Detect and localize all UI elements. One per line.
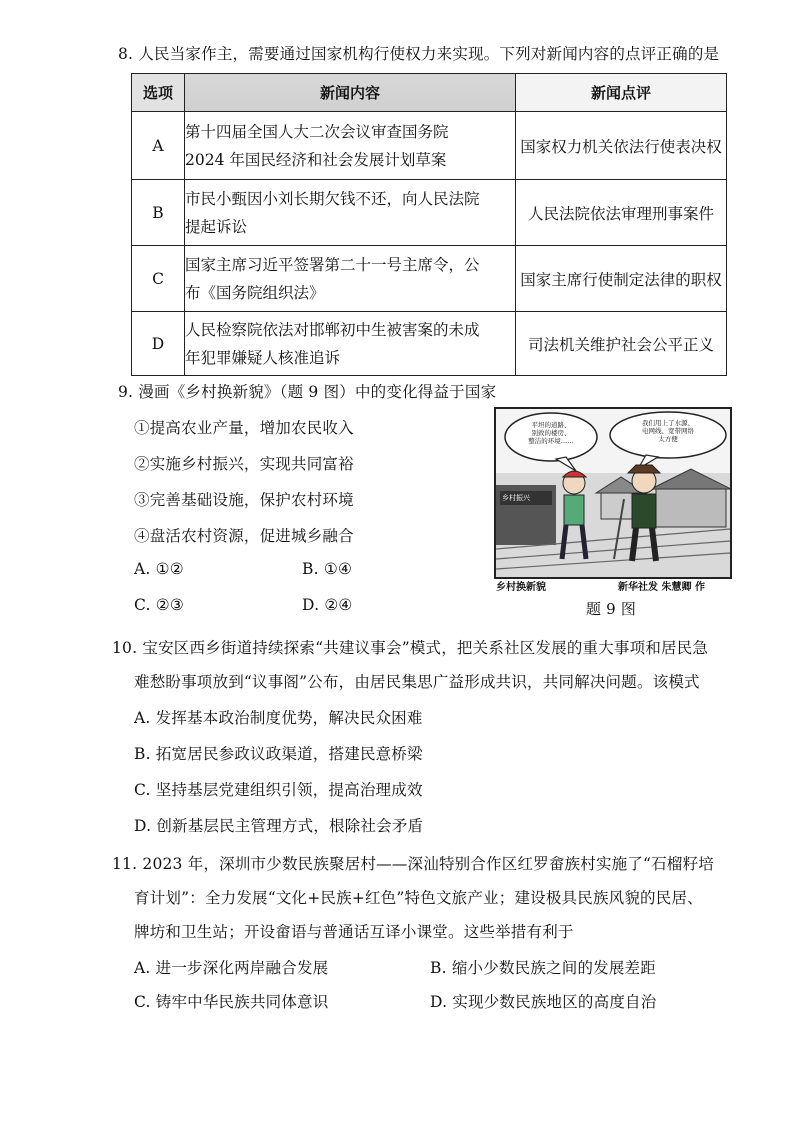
row-content-line: 国家主席习近平签署第二十一号主席令，公	[185, 255, 480, 274]
row-option: B	[132, 180, 185, 246]
bubble-left-line: 整洁的环境……	[528, 437, 574, 445]
question-10-stem-line: 难愁盼事项放到“议事阁”公布，由居民集思广益形成共识，共同解决问题。该模式	[134, 673, 700, 691]
row-content	[185, 180, 516, 246]
row-content-line: 人民检察院依法对邯郸初中生被害案的未成	[185, 320, 480, 339]
question-8-stem: 8. 人民当家作主，需要通过国家机构行使权力来实现。下列对新闻内容的点评正确的是	[118, 45, 720, 63]
q9-option-d[interactable]: D. ②④	[302, 596, 353, 614]
table-row	[132, 112, 727, 180]
row-comment: 司法机关维护社会公平正义	[516, 312, 727, 376]
q10-option-d[interactable]: D. 创新基层民主管理方式，根除社会矛盾	[134, 817, 424, 835]
question-11-stem-line: 育计划”：全力发展“文化+民族+红色”特色文旅产业；建设极具民族风貌的民居、	[134, 889, 703, 907]
bubble-right-line: 太方便	[658, 435, 678, 443]
q10-option-c[interactable]: C. 坚持基层党建组织引领，提高治理成效	[134, 781, 423, 799]
news-table	[131, 73, 727, 376]
question-10-stem-line: 10. 宝安区西乡街道持续探索“共建议事会”模式，把关系社区发展的重大事项和居民急	[112, 639, 709, 657]
table-row	[132, 180, 727, 246]
row-content	[185, 246, 516, 312]
q9-option-a[interactable]: A. ①②	[134, 560, 184, 578]
question-9-stem: 9. 漫画《乡村换新貌》（题 9 图）中的变化得益于国家	[118, 383, 497, 401]
row-content-line: 第十四届全国人大二次会议审查国务院	[185, 122, 449, 141]
comic-illustration	[494, 407, 732, 579]
table-row	[132, 246, 727, 312]
q9-item: ④盘活农村资源，促进城乡融合	[134, 527, 354, 545]
table-header-row	[132, 74, 727, 112]
row-content-line: 2024 年国民经济和社会发展计划草案	[185, 150, 447, 169]
row-comment: 国家权力机关依法行使表决权	[516, 112, 727, 180]
q10-option-b[interactable]: B. 拓宽居民参政议政渠道，搭建民意桥梁	[134, 745, 423, 763]
q10-option-a[interactable]: A. 发挥基本政治制度优势，解决民众困难	[134, 709, 423, 727]
figure-label: 题 9 图	[586, 600, 637, 618]
row-content-line: 布《国务院组织法》	[185, 283, 325, 302]
table-header-comment: 新闻点评	[516, 74, 727, 112]
comic-caption-credit: 新华社发 朱慧卿 作	[618, 582, 705, 593]
q9-item: ②实施乡村振兴，实现共同富裕	[134, 455, 354, 473]
row-comment: 国家主席行使制定法律的职权	[516, 246, 727, 312]
row-option: C	[132, 246, 185, 312]
q9-option-b[interactable]: B. ①④	[302, 560, 353, 578]
bubble-left-line: 平坦的道路、	[531, 421, 571, 429]
q11-option-a[interactable]: A. 进一步深化两岸融合发展	[134, 959, 329, 977]
table-header-option: 选项	[132, 74, 185, 112]
comic-sign: 乡村振兴	[502, 494, 530, 502]
table-header-content: 新闻内容	[185, 74, 516, 112]
row-comment: 人民法院依法审理刑事案件	[516, 180, 727, 246]
bubble-left-line: 别致的楼房、	[531, 429, 571, 437]
row-option: D	[132, 312, 185, 376]
q9-option-c[interactable]: C. ②③	[134, 596, 184, 614]
row-content	[185, 312, 516, 376]
bubble-right-line: 电网线、宽带网络	[642, 427, 694, 435]
comic-caption-title: 乡村换新貌	[496, 582, 546, 593]
q11-option-c[interactable]: C. 铸牢中华民族共同体意识	[134, 993, 329, 1011]
q11-option-b[interactable]: B. 缩小少数民族之间的发展差距	[430, 959, 656, 977]
q9-item: ①提高农业产量，增加农民收入	[134, 419, 354, 437]
row-content-line: 市民小甄因小刘长期欠钱不还，向人民法院	[185, 189, 480, 208]
row-content-line: 年犯罪嫌疑人核准追诉	[185, 348, 341, 367]
q11-option-d[interactable]: D. 实现少数民族地区的高度自治	[430, 993, 657, 1011]
row-content	[185, 112, 516, 180]
comic-bubble-right	[622, 419, 714, 443]
question-11-stem-line: 11. 2023 年，深圳市少数民族聚居村——深汕特别合作区红罗畲族村实施了“石榴籽培	[112, 855, 714, 873]
comic-bubble-left	[520, 421, 582, 445]
row-option: A	[132, 112, 185, 180]
table-row	[132, 312, 727, 376]
row-content-line: 提起诉讼	[185, 217, 248, 236]
question-11-stem-line: 牌坊和卫生站；开设畲语与普通话互译小课堂。这些举措有利于	[134, 923, 574, 941]
bubble-right-line: 我们用上了水源、	[642, 419, 694, 427]
q9-item: ③完善基础设施，保护农村环境	[134, 491, 354, 509]
